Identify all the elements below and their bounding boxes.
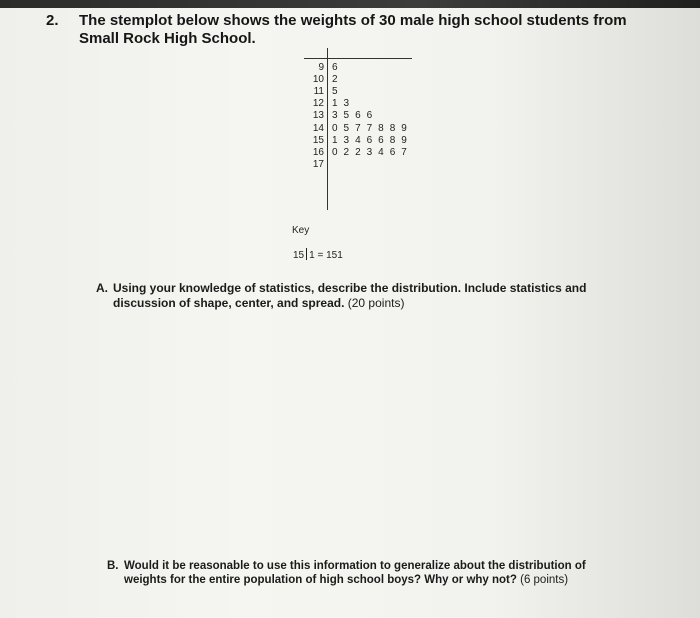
leaf-values: 1 3 [332, 98, 351, 110]
stem-value: 13 [312, 110, 324, 122]
stem-value: 14 [312, 122, 324, 134]
part-a-points: (20 points) [347, 296, 405, 310]
leaf-values: 3 5 6 6 [332, 110, 374, 122]
leaf-values: 0 2 2 3 4 6 7 [332, 146, 409, 158]
question-number: 2. [46, 12, 59, 29]
stem-value: 9 [318, 62, 324, 73]
key-stem: 15 [293, 250, 305, 261]
part-b-prompt: Would it be reasonable to use this information to generalize about the distribution of weights for the entire population of high school boys? Why or why not? [124, 560, 586, 586]
stemplot [300, 48, 430, 218]
key-divider [306, 248, 307, 260]
part-a-label: A. [96, 281, 108, 295]
key-label: Key [292, 225, 310, 236]
key-example [293, 248, 343, 261]
key-value: = 151 [317, 250, 343, 261]
stem-value: 10 [312, 74, 324, 86]
part-a-prompt: Using your knowledge of statistics, describe the distribution. Include statistics and discussion of shape, center, and spread. [113, 281, 587, 310]
key-leaf: 1 [309, 250, 315, 261]
stem-value: 16 [312, 146, 324, 158]
part-b-label: B. [107, 560, 119, 572]
leaf-values: 2 [332, 74, 340, 86]
part-b-text [124, 559, 624, 587]
part-b-points: (6 points) [520, 574, 569, 586]
stem-value: 12 [312, 98, 324, 110]
leaf-values: 0 5 7 7 8 8 9 [332, 122, 409, 134]
leaf-values: 5 [332, 86, 340, 98]
stemplot-divider-line [327, 48, 328, 210]
stem-value: 17 [312, 158, 324, 170]
stemplot-header-line [304, 58, 412, 59]
stem-value: 11 [313, 86, 324, 98]
top-edge-strip [0, 0, 700, 8]
question-text-line-1: The stemplot below shows the weights of 30 male high school students from [79, 12, 627, 29]
stem-value: 15 [312, 134, 324, 146]
part-a-text [113, 281, 593, 311]
leaf-values: 1 3 4 6 6 8 9 [332, 134, 409, 146]
question-text-line-2: Small Rock High School. [79, 30, 256, 47]
leaf-values: 6 [332, 62, 340, 73]
